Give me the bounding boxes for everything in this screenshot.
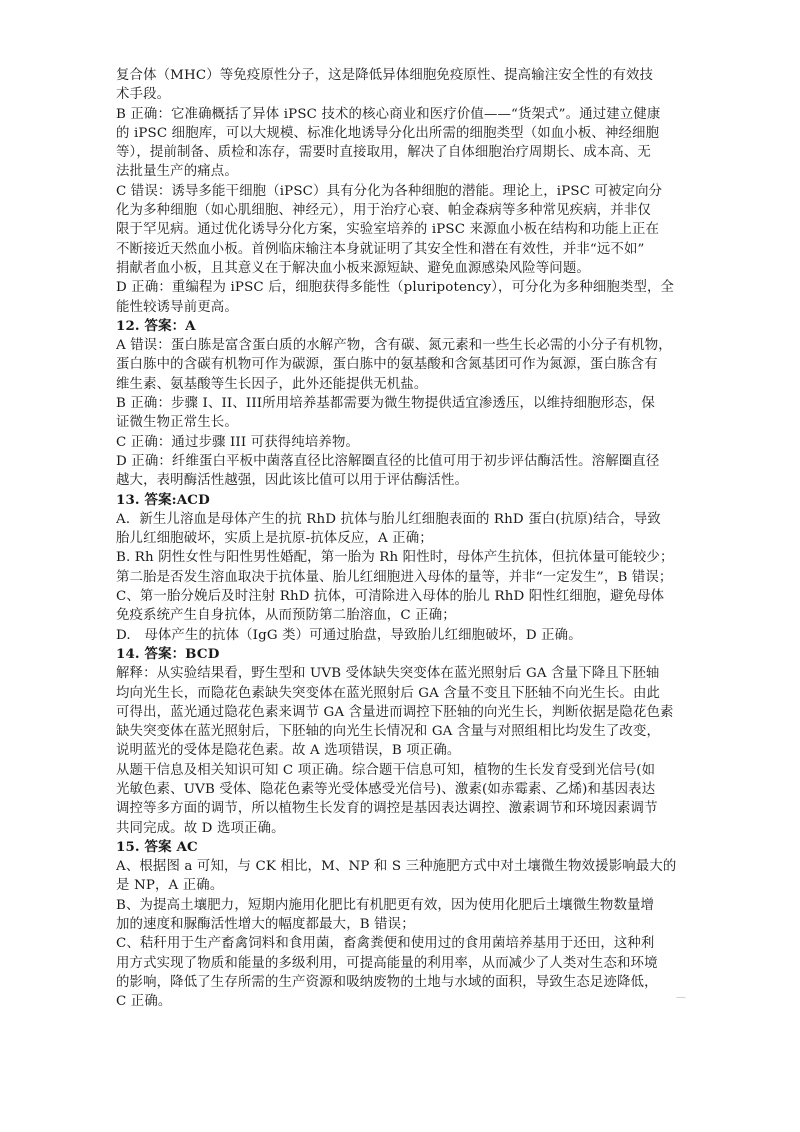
text-line: 共同完成。故 D 选项正确。 <box>116 820 285 836</box>
text-line: 化为多种细胞（如心肌细胞、神经元），用于治疗心衰、帕金森病等多种常见疾病，并非仅 <box>116 203 651 219</box>
watermark <box>300 575 313 594</box>
text-line: 加的速度和脲酶活性增大的幅度都最大，B 错误； <box>116 917 415 933</box>
text-line: B 正确：步骤 I、II、III所用培养基都需要为微生物提供适宜渗透压，以维持细胞形态，保 <box>116 396 655 412</box>
text-line: 解释：从实验结果看，野生型和 UVB 受体缺失突变体在蓝光照射后 GA 含量下降且下胚轴 <box>116 666 660 682</box>
text-line: 复合体（MHC）等免疫原性分子，这是降低异体细胞免疫原性、提高输注安全性的有效技 <box>116 68 654 83</box>
text-line: D 正确：纤维蛋白平板中菌落直径比溶解圈直径的比值可用于初步评估酶活性。溶解圈直径 <box>116 453 660 469</box>
question-answer-heading: 13. 答案:ACD <box>116 491 210 508</box>
text-line: 不断接近天然血小板。首例临床输注本身就证明了其安全性和潜在有效性，并非“远不如” <box>116 241 645 257</box>
text-line: A．新生儿溶血是母体产生的抗 RhD 抗体与胎儿红细胞表面的 RhD 蛋白(抗原)结合，导致 <box>116 511 661 527</box>
text-line: C 正确：通过步骤 III 可获得纯培养物。 <box>116 434 360 450</box>
question-answer-heading: 15. 答案 AC <box>116 838 198 855</box>
text-line: 用方式实现了物质和能量的多级利用，可提高能量的利用率，从而减少了人类对生态和环境 <box>116 955 658 971</box>
text-line: 证微生物正常生长。 <box>116 415 238 431</box>
text-line: C、第一胎分娩后及时注射 RhD 抗体，可清除进入母体的胎儿 RhD 阳性红细胞，避免母体 <box>116 589 665 605</box>
text-line: 是 NP，A 正确。 <box>116 878 224 894</box>
text-line: 均向光生长，而隐花色素缺失突变体在蓝光照射后 GA 含量不变且下胚轴不向光生长。由此 <box>116 685 661 701</box>
text-line: A、根据图 a 可知，与 CK 相比，M、NP 和 S 三种施肥方式中对土壤微生物效援影响最大的 <box>116 859 677 875</box>
text-line: 维生素、氨基酸等生长因子，此外还能提供无机盐。 <box>116 376 428 392</box>
text-line: 的 iPSC 细胞库，可以大规模、标准化地诱导分化出所需的细胞类型（如血小板、神经细胞 <box>116 125 660 141</box>
text-line: 光敏色素、UVB 受体、隐花色素等光受体感受光信号)、激素(如赤霉素、乙烯)和基因表达 <box>116 781 656 797</box>
question-answer-heading: 14. 答案：BCD <box>116 645 220 662</box>
text-line: C、秸秆用于生产畜禽饲料和食用菌，畜禽粪便和使用过的食用菌培养基用于还田，这种利 <box>116 936 655 952</box>
text-line: D. 母体产生的抗体（IgG 类）可通过胎盘，导致胎儿红细胞破坏，D 正确。 <box>116 627 582 643</box>
text-line: 胎儿红细胞破坏，实质上是抗原-抗体反应，A 正确； <box>116 531 433 547</box>
question-answer-heading: 12. 答案：A <box>116 317 196 334</box>
text-line: B 正确：它准确概括了异体 iPSC 技术的核心商业和医疗价值——“货架式”。通过建立健康 <box>116 106 661 122</box>
text-line: D 正确：重编程为 iPSC 后，细胞获得多能性（pluripotency），可分化为多种细胞类型，全 <box>116 280 675 296</box>
text-line: 等），提前制备、质检和冻存，需要时直接取用，解决了自体细胞治疗周期长、成本高、无 <box>116 145 651 161</box>
text-line: B、为提高土壤肥力，短期内施用化肥比有机肥更有效，因为使用化肥后土壤微生物数量增 <box>116 897 655 913</box>
text-line: 越大，表明酶活性越强，因此该比值可以用于评估酶活性。 <box>116 473 469 489</box>
text-line: 捐献者血小板，且其意义在于解决血小板来源短缺、避免血源感染风险等问题。 <box>116 260 590 276</box>
text-line: A 错误：蛋白胨是富含蛋白质的水解产物，含有碳、氮元素和一些生长必需的小分子有机物， <box>116 338 672 354</box>
text-line: B. Rh 阴性女性与阳性男性婚配，第一胎为 Rh 阳性时，母体产生抗体，但抗体量可能较少； <box>116 550 674 566</box>
text-line: 免疫系统产生自身抗体，从而预防第二胎溶血，C 正确； <box>116 608 456 624</box>
text-line: 术手段。 <box>116 87 171 103</box>
page-corner-mark: — <box>676 992 686 1003</box>
text-line: 法批量生产的痛点。 <box>116 164 238 180</box>
text-line: 调控等多方面的调节，所以植物生长发育的调控是基因表达调控、激素调节和环境因素调节 <box>116 801 658 817</box>
text-line: C 错误：诱导多能干细胞（iPSC）具有分化为各种细胞的潜能。理论上，iPSC 可被定向分 <box>116 183 663 199</box>
text-line: 缺失突变体在蓝光照射后，下胚轴的向光生长情况和 GA 含量与对照组相比均发生了改变， <box>116 724 661 740</box>
text-line: 的影响，降低了生存所需的生产资源和吸纳废物的土地与水域的面积，导致生态足迹降低， <box>116 974 658 990</box>
text-line: 能性较诱导前更高。 <box>116 299 238 315</box>
answer-text-body <box>116 66 696 1012</box>
text-line: 蛋白胨中的含碳有机物可作为碳源，蛋白胨中的氨基酸和含氮基团可作为氮源，蛋白胨含有 <box>116 357 658 373</box>
text-line: 限于罕见病。通过优化诱导分化方案，实验室培养的 iPSC 来源血小板在结构和功能上正在 <box>116 222 660 238</box>
text-line: C 正确。 <box>116 994 172 1010</box>
text-line: 第二胎是否发生溶血取决于抗体量、胎儿红细胞进入母体的量等，并非“一定发生”，B 错误； <box>116 569 673 585</box>
text-line: 从题干信息及相关知识可知 C 项正确。综合题干信息可知，植物的生长发育受到光信号(如 <box>116 762 656 778</box>
text-line: 可得出，蓝光通过隐花色素来调节 GA 含量进而调控下胚轴的向光生长，判断依据是隐花色素 <box>116 704 674 720</box>
text-line: 说明蓝光的受体是隐花色素。故 A 选项错误，B 项正确。 <box>116 743 461 759</box>
